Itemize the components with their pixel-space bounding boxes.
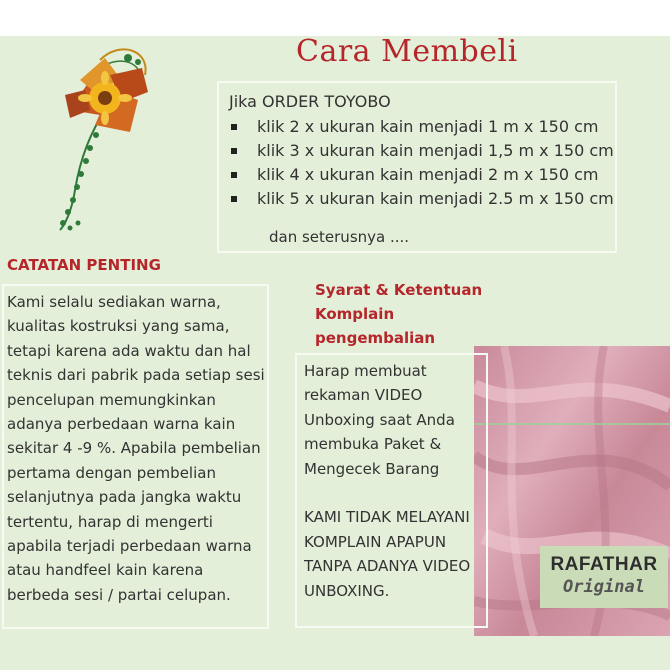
brand-sub: Original [563,577,645,597]
syarat-paragraph-1: Harap membuat rekaman VIDEO Unboxing saat Anda membuka Paket & Mengecek Barang [304,362,455,478]
flower-decoration-icon [50,40,160,240]
list-item: klik 3 x ukuran kain menjadi 1,5 m x 150 cm [229,139,614,163]
bullet-icon [231,124,237,130]
order-more-text: dan seterusnya .... [269,228,410,246]
syarat-title: Syarat & Ketentuan Komplain pengembalian [315,281,483,347]
order-info-box [217,81,617,253]
bullet-icon [231,196,237,202]
list-item: klik 2 x ukuran kain menjadi 1 m x 150 cm [229,115,614,139]
catatan-text: Kami selalu sediakan warna, kualitas kostruksi yang sama, tetapi karena ada waktu dan hal teknis dari pabrik pada setiap sesi pencelupan memungkinkan adanya perbedaan warna kain sekitar 4 -9 %. Apabila pembelian pertama dengan pembelian selanjutnya pada jangka waktu tertentu, harap di mengerti apabila terjadi perbedaan warna atau handfeel kain karena berbeda sesi / partai celupan. [7,293,265,604]
catatan-title: CATATAN PENTING [7,256,161,274]
bullet-icon [231,172,237,178]
syarat-paragraph-2: KAMI TIDAK MELAYANI KOMPLAIN APAPUN TANPA ADANYA VIDEO UNBOXING. [304,508,471,600]
order-list [229,115,614,211]
list-item: klik 4 x ukuran kain menjadi 2 m x 150 cm [229,163,614,187]
syarat-text [304,359,490,603]
page-title: Cara Membeli [296,34,518,69]
bullet-icon [231,148,237,154]
brand-name: RAFATHAR [550,554,658,575]
brand-badge [540,546,668,608]
list-item: klik 5 x ukuran kain menjadi 2.5 m x 150 cm [229,187,614,211]
order-heading: Jika ORDER TOYOBO [229,92,391,111]
